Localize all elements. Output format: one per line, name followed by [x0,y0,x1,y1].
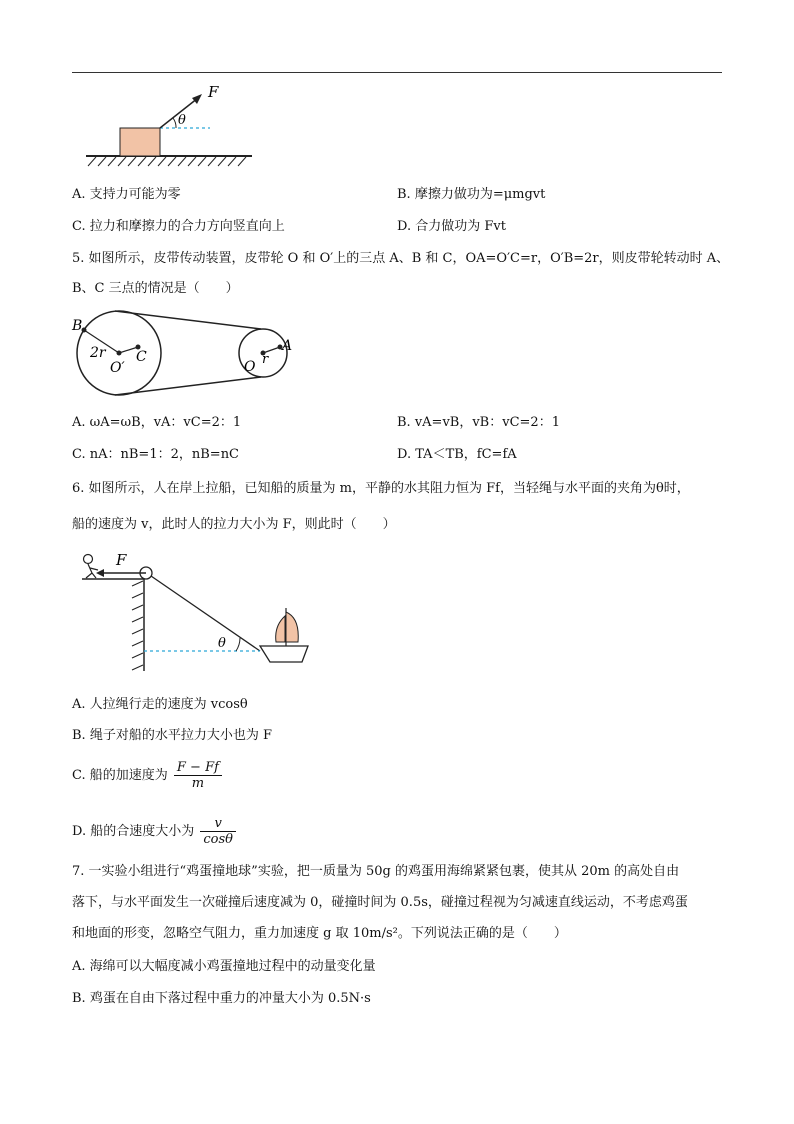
fraction [174,760,222,791]
q6-stem-line1: 6. 如图所示，人在岸上拉船，已知船的质量为 m，平静的水其阻力恒为 Ff，当轻绳与水平面的夹角为θ时， [72,481,690,496]
q6-option-a: A. 人拉绳行走的速度为 vcosθ [72,697,248,712]
q6-option-d-prefix: D. 船的合速度大小为 [72,824,195,839]
q4-option-a: A. 支持力可能为零 [72,187,181,202]
label-2r: 2r [90,345,106,361]
block [120,128,160,156]
angle-label: θ [178,113,186,128]
fraction-denominator: cosθ [203,832,233,847]
q6-figure [76,546,326,676]
q6-option-c [72,760,222,791]
q4-option-c: C. 拉力和摩擦力的合力方向竖直向上 [72,219,285,234]
header-rule [72,72,722,73]
q5-stem-line2: B、C 三点的情况是（ ） [72,281,239,296]
angle-label: θ [218,636,226,651]
q6-stem-line2: 船的速度为 v，此时人的拉力大小为 F，则此时（ ） [72,517,396,532]
label-o-prime: O′ [110,360,125,376]
q6-option-c-prefix: C. 船的加速度为 [72,768,168,783]
force-label: F [116,551,127,569]
ground-hatch [88,157,246,166]
q5-option-b: B. vA=vB，vB：vC=2：1 [397,415,560,430]
center-o-prime [117,351,122,356]
fraction-numerator: v [200,816,236,832]
force-label: F [208,83,219,101]
q7-stem-line2: 落下，与水平面发生一次碰撞后速度减为 0，碰撞时间为 0.5s，碰撞过程视为匀减速直线运动，不考虑鸡蛋 [72,895,688,910]
boat-hull [260,646,308,662]
label-a: A [282,338,293,354]
q4-figure [80,80,280,170]
label-c: C [136,349,147,365]
q7-stem-line3: 和地面的形变，忽略空气阻力，重力加速度 g 取 10m/s²。下列说法正确的是（ ） [72,926,567,941]
fraction-denominator: m [191,776,205,791]
angle-arc [236,638,240,651]
q6-option-d [72,816,236,847]
q5-stem-line1: 5. 如图所示，皮带传动装置，皮带轮 O 和 O′上的三点 A、B 和 C，OA=O′C=r，O′B=2r，则皮带轮转动时 A、 [72,251,730,266]
q6-option-b: B. 绳子对船的水平拉力大小也为 F [72,728,272,743]
belt-bottom [115,377,261,395]
q5-option-c: C. nA：nB=1：2，nB=nC [72,447,240,462]
q7-option-b: B. 鸡蛋在自由下落过程中重力的冲量大小为 0.5N·s [72,991,371,1006]
q7-stem-line1: 7. 一实验小组进行“鸡蛋撞地球”实验，把一质量为 50g 的鸡蛋用海绵紧紧包裹，使其从 20m 的高处自由 [72,864,680,879]
rope-slant [151,576,260,651]
fraction [200,816,236,847]
label-o: O [244,359,256,375]
q5-option-a: A. ωA=ωB，vA：vC=2：1 [72,415,242,430]
q4-option-d: D. 合力做功为 Fvt [397,219,506,234]
fraction-numerator: F − Ff [174,760,222,776]
q4-option-b: B. 摩擦力做功为=μmgvt [397,187,546,202]
q7-option-a: A. 海绵可以大幅度减小鸡蛋撞地过程中的动量变化量 [72,959,376,974]
label-r: r [262,352,269,367]
belt-top [115,311,261,329]
label-b: B [72,318,83,334]
angle-arc [173,118,176,128]
q5-figure [70,310,310,400]
person-head [84,555,93,564]
q5-option-d: D. TA＜TB，fC=fA [397,447,517,462]
boat-sail [286,612,298,642]
